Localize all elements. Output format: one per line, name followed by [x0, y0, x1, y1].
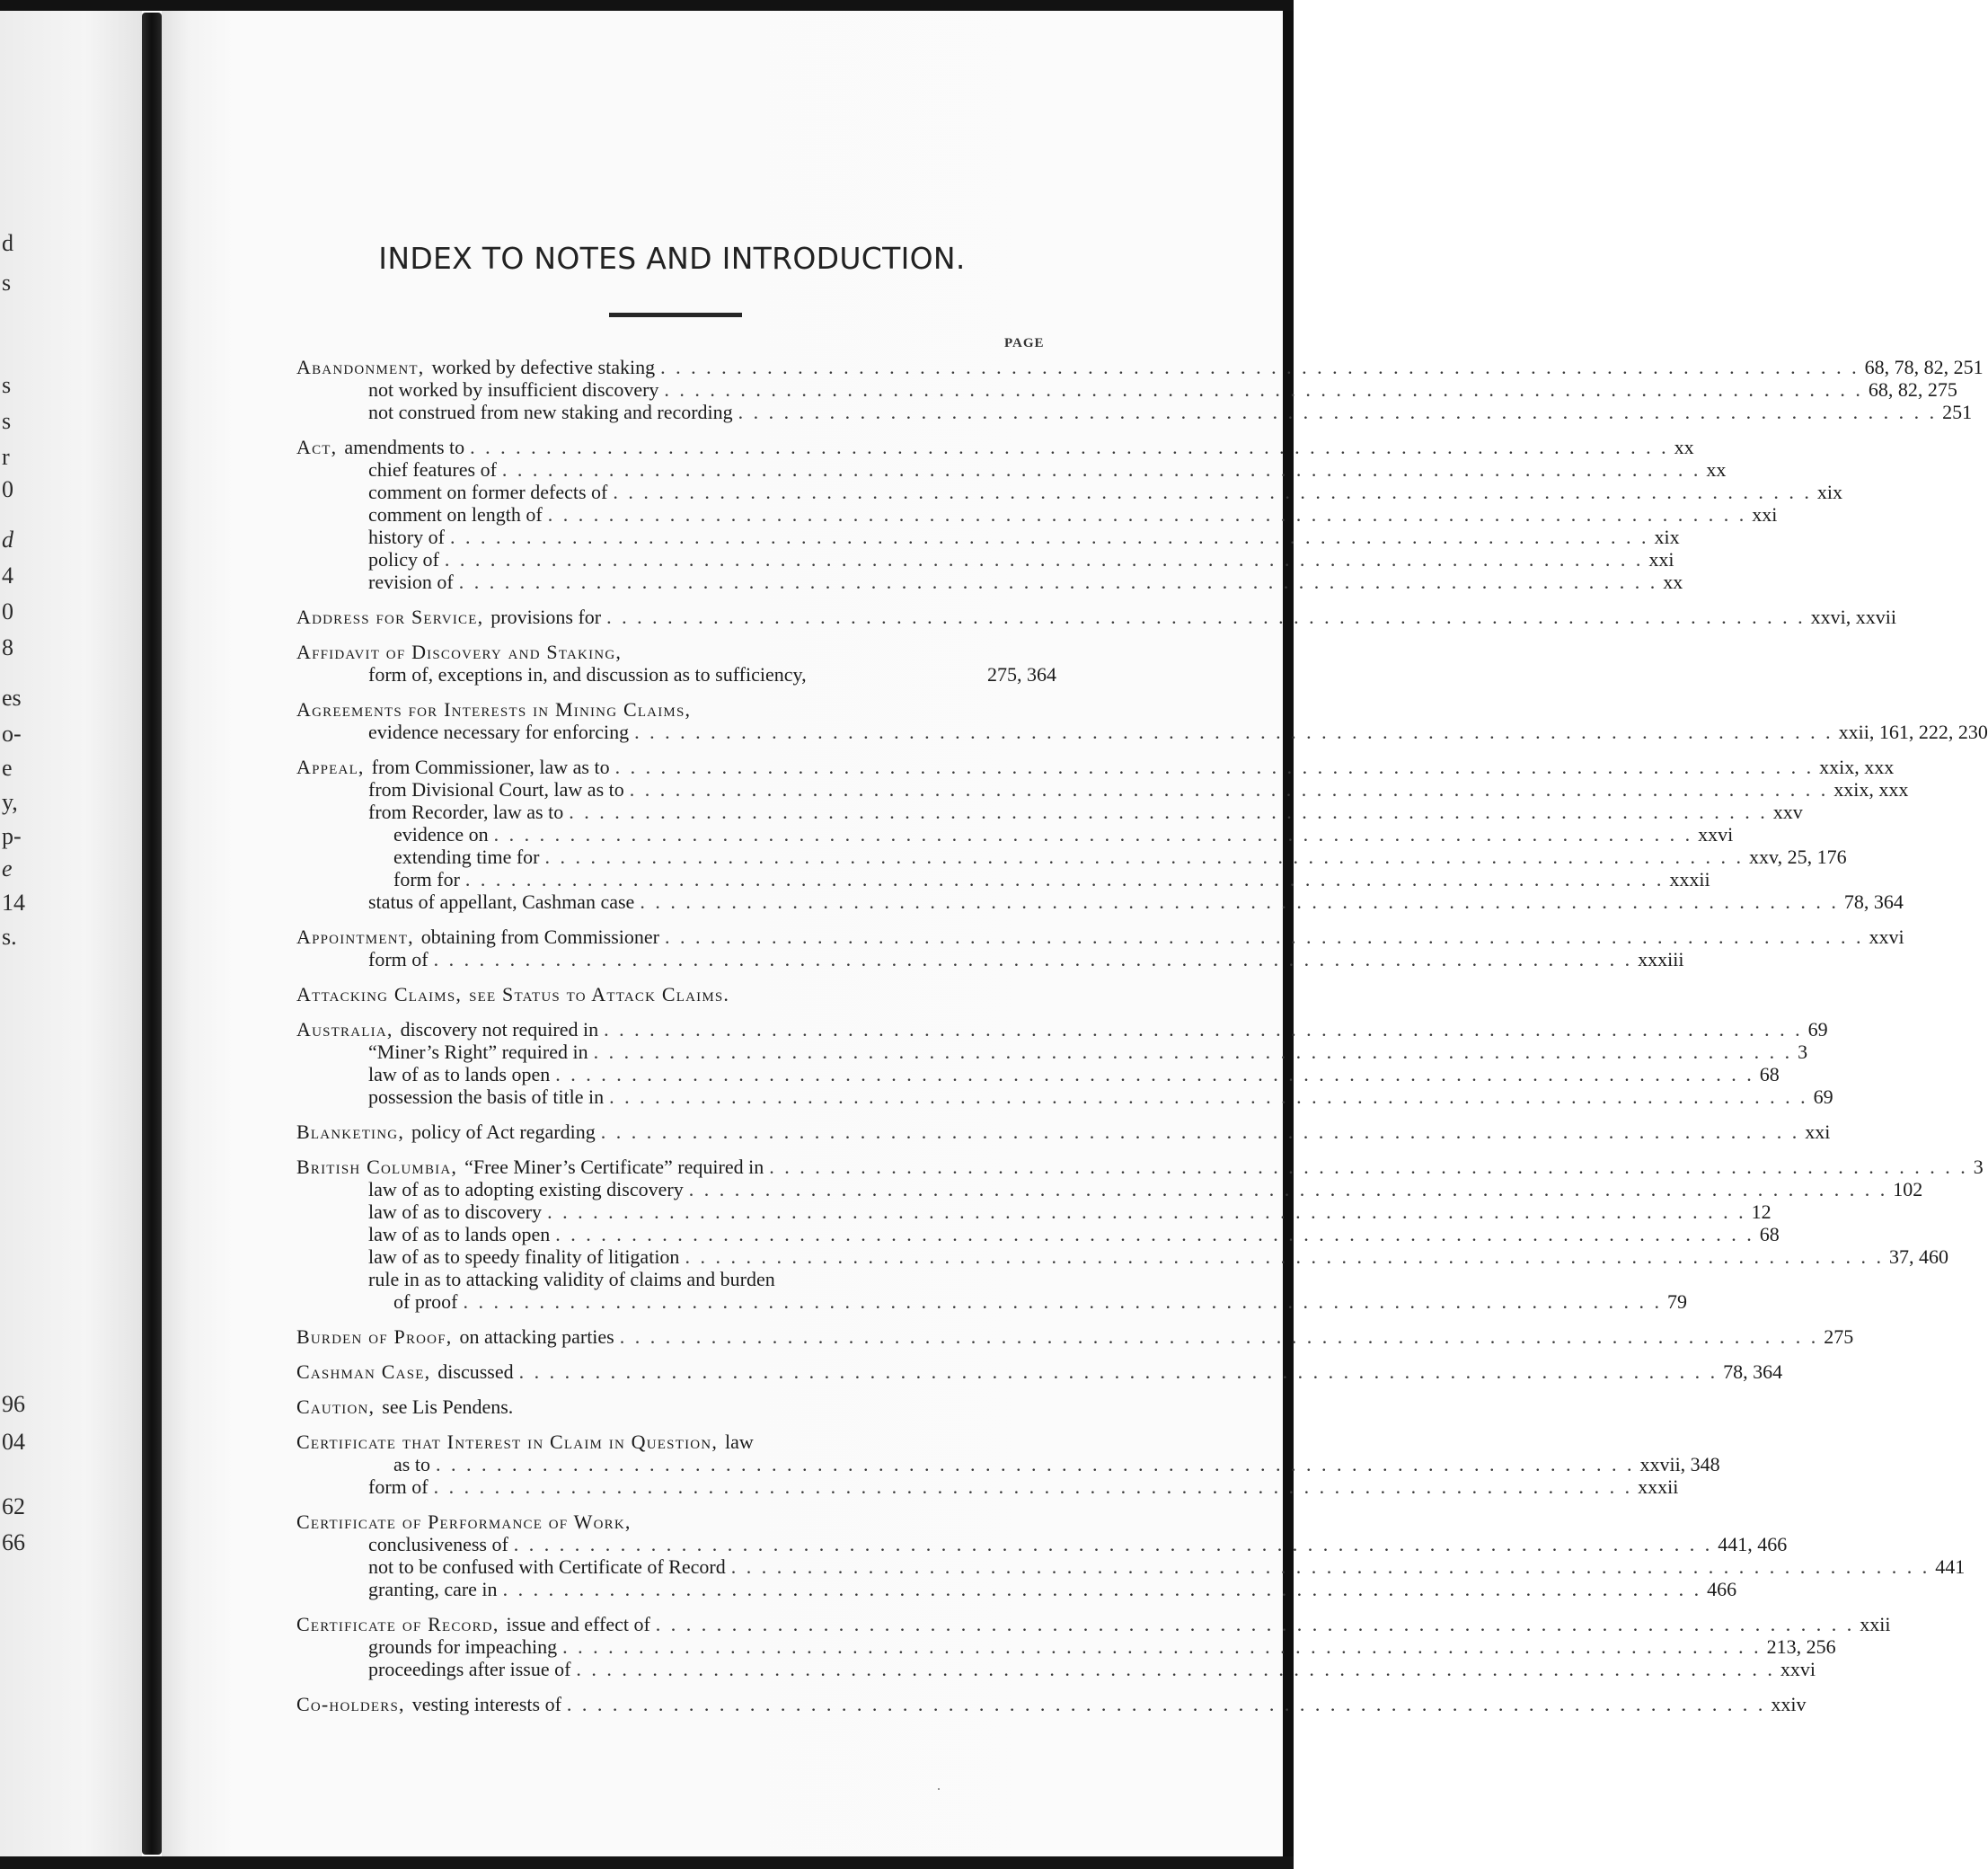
book-gutter — [142, 13, 162, 1855]
dot-leader: . . . . . . . . . . . . . . . . . . . . . . . . . . . . . . . . . . . . . . . . . . . . . . . . . . . . . . . . . . . . . . . . . . . . . . . . . . . . . . . — [501, 458, 1701, 481]
index-text: granting, care in — [368, 1578, 498, 1600]
page-reference: xxi — [1648, 548, 1674, 571]
index-heading-line — [296, 1613, 1891, 1635]
dot-leader: . . . . . . . . . . . . . . . . . . . . . . . . . . . . . . . . . . . . . . . . . . . . . . . . . . . . . . . . . . . . . . . . . . . . . . . . . . . . . . . — [547, 503, 1747, 526]
index-subline — [296, 1178, 1923, 1200]
index-subline — [296, 1063, 1780, 1085]
index-subline — [296, 401, 1973, 423]
index-subline — [296, 1245, 1948, 1268]
page-reference: 441, 466 — [1718, 1533, 1788, 1555]
facing-page-fragment: s — [2, 408, 12, 434]
page-reference: xxxii — [1669, 868, 1710, 890]
page-reference: 102 — [1893, 1178, 1923, 1200]
index-text: evidence on — [393, 823, 489, 846]
index-entry — [296, 926, 1904, 970]
index-heading: Co-holders, — [296, 1693, 405, 1715]
facing-page-fragment: 0 — [2, 598, 13, 624]
facing-page-fragment: 8 — [2, 634, 13, 660]
index-heading-line — [296, 698, 1056, 721]
index-text: as to — [393, 1453, 430, 1475]
index-subline — [296, 1223, 1780, 1245]
index-text: provisions for — [490, 606, 602, 628]
index-heading: Agreements for Interests in Mining Claims, — [296, 698, 692, 721]
index-subline — [296, 1200, 1772, 1223]
index-heading: Certificate that Interest in Claim in Question, — [296, 1431, 719, 1453]
dot-leader: . . . . . . . . . . . . . . . . . . . . . . . . . . . . . . . . . . . . . . . . . . . . . . . . . . . . . . . . . . . . . . . . . . . . . . . . . . . . . . . — [738, 401, 1938, 423]
index-heading: Address for Service, — [296, 606, 484, 628]
facing-page-edge — [0, 11, 142, 1856]
index-heading: Appeal, — [296, 756, 365, 778]
dot-leader: . . . . . . . . . . . . . . . . . . . . . . . . . . . . . . . . . . . . . . . . . . . . . . . . . . . . . . . . . . . . . . . . . . . . . . . . . . . . . . . — [730, 1555, 1931, 1578]
facing-page-fragment: d — [2, 230, 13, 256]
index-subline — [296, 1578, 1737, 1600]
dot-leader: . . . . . . . . . . . . . . . . . . . . . . . . . . . . . . . . . . . . . . . . . . . . . . . . . . . . . . . . . . . . . . . . . . . . . . . . . . . . . . . — [640, 890, 1839, 913]
index-list — [296, 356, 1988, 1728]
index-text: law of as to lands open — [368, 1223, 551, 1245]
dot-leader: . . . . . . . . . . . . . . . . . . . . . . . . . . . . . . . . . . . . . . . . . . . . . . . . . . . . . . . . . . . . . . . . . . . . . . . . . . . . . . . — [493, 823, 1693, 846]
index-text: status of appellant, Cashman case — [368, 890, 635, 913]
index-text: extending time for — [393, 846, 540, 868]
index-text: from Commissioner, law as to — [371, 756, 610, 778]
dot-leader: . . . . . . . . . . . . . . . . . . . . . . . . . . . . . . . . . . . . . . . . . . . . . . . . . . . . . . . . . . . . . . . . . . . . . . . . . . . . . . . — [470, 436, 1669, 458]
index-text: law of as to lands open — [368, 1063, 551, 1085]
index-entry — [296, 436, 1842, 593]
facing-page-fragment: p- — [2, 823, 22, 849]
index-text: rule in as to attacking validity of claims and burden — [368, 1268, 775, 1290]
index-subline — [296, 1041, 1808, 1063]
page-reference: 69 — [1813, 1085, 1833, 1108]
index-text: conclusiveness of — [368, 1533, 508, 1555]
index-subline — [296, 1453, 1720, 1475]
index-entry — [296, 1156, 1984, 1313]
dot-leader: . . . . . . . . . . . . . . . . . . . . . . . . . . . . . . . . . . . . . . . . . . . . . . . . . . . . . . . . . . . . . . . . . . . . . . . . . . . . . . . — [449, 526, 1649, 548]
index-heading-line — [296, 436, 1694, 458]
page-reference: 79 — [1666, 1290, 1687, 1313]
index-heading: Burden of Proof, — [296, 1325, 453, 1348]
index-entry — [296, 698, 1988, 743]
facing-page-fragment: y, — [2, 789, 18, 815]
index-text: history of — [368, 526, 445, 548]
dot-leader: . . . . . . . . . . . . . . . . . . . . . . . . . . . . . . . . . . . . . . . . . . . . . . . . . . . . . . . . . . . . . . . . . . . . . . . . . . . . . . . — [555, 1063, 1754, 1085]
index-heading-line — [296, 1018, 1828, 1041]
facing-page-fragment: 62 — [2, 1493, 25, 1519]
dot-leader: . . . . . . . . . . . . . . . . . . . . . . . . . . . . . . . . . . . . . . . . . . . . . . . . . . . . . . . . . . . . . . . . . . . . . . . . . . . . . . . — [433, 948, 1633, 970]
index-heading-line — [296, 926, 1904, 948]
page-reference: xxvi — [1698, 823, 1734, 846]
facing-page-fragment: d — [2, 527, 13, 553]
dot-leader: . . . . . . . . . . . . . . . . . . . . . . . . . . . . . . . . . . . . . . . . . . . . . . . . . . . . . . . . . . . . . . . . . . . . . . . . . . . . . . . — [606, 606, 1806, 628]
index-text: form for — [393, 868, 460, 890]
index-entry — [296, 756, 1909, 913]
facing-page-fragment: 0 — [2, 476, 13, 502]
title-rule — [609, 313, 742, 317]
index-entry — [296, 356, 1984, 423]
page-reference: 275 — [1824, 1325, 1854, 1348]
index-entry — [296, 1018, 1833, 1108]
index-text: see Status to Attack Claims. — [469, 983, 730, 1005]
page-reference: xxii, 161, 222, 230 — [1838, 721, 1988, 743]
index-subline — [296, 548, 1674, 571]
dot-leader: . . . . . . . . . . . . . . . . . . . . . . . . . . . . . . . . . . . . . . . . . . . . . . . . . . . . . . . . . . . . . . . . . . . . . . . . . . . . . . . — [518, 1360, 1719, 1383]
index-subline — [296, 378, 1957, 401]
page-reference: 213, 256 — [1766, 1635, 1836, 1658]
index-heading: British Columbia, — [296, 1156, 458, 1178]
page-reference: xxvi — [1780, 1658, 1816, 1680]
top-scan-border — [0, 0, 1294, 11]
index-subline — [296, 778, 1909, 801]
dot-leader: . . . . . . . . . . . . . . . . . . . . . . . . . . . . . . . . . . . . . . . . . . . . . . . . . . . . . . . . . . . . . . . . . . . . . . . . . . . . . . . — [655, 1613, 1855, 1635]
dot-leader: . . . . . . . . . . . . . . . . . . . . . . . . . . . . . . . . . . . . . . . . . . . . . . . . . . . . . . . . . . . . . . . . . . . . . . . . . . . . . . . — [609, 1085, 1808, 1108]
index-entry — [296, 1613, 1891, 1680]
dot-leader: . . . . . . . . . . . . . . . . . . . . . . . . . . . . . . . . . . . . . . . . . . . . . . . . . . . . . . . . . . . . . . . . . . . . . . . . . . . . . . . — [502, 1578, 1702, 1600]
facing-page-fragment: 66 — [2, 1529, 25, 1555]
facing-page-fragment: s. — [2, 924, 17, 950]
page-reference: 37, 460 — [1888, 1245, 1948, 1268]
page-reference: xxi — [1752, 503, 1778, 526]
page-reference: xxv, 25, 176 — [1749, 846, 1847, 868]
dot-leader: . . . . . . . . . . . . . . . . . . . . . . . . . . . . . . . . . . . . . . . . . . . . . . . . . . . . . . . . . . . . . . . . . . . . . . . . . . . . . . . — [513, 1533, 1713, 1555]
page-reference: xx — [1663, 571, 1683, 593]
index-subline — [296, 1635, 1836, 1658]
page-reference: xxvii, 348 — [1639, 1453, 1720, 1475]
index-heading: Australia, — [296, 1018, 393, 1041]
index-text: worked by defective staking — [431, 356, 656, 378]
index-text: evidence necessary for enforcing — [368, 721, 630, 743]
index-heading: Cashman Case, — [296, 1360, 431, 1383]
index-subline — [296, 890, 1904, 913]
index-subline — [296, 458, 1727, 481]
dot-leader: . . . . . . . . . . . . . . . . . . . . . . . . . . . . . . . . . . . . . . . . . . . . . . . . . . . . . . . . . . . . . . . . . . . . . . . . . . . . . . . — [464, 868, 1665, 890]
index-subline — [296, 1555, 1966, 1578]
index-entry — [296, 1121, 1831, 1143]
bottom-scan-border — [0, 1856, 1294, 1869]
index-heading: Blanketing, — [296, 1121, 405, 1143]
dot-leader: . . . . . . . . . . . . . . . . . . . . . . . . . . . . . . . . . . . . . . . . . . . . . . . . . . . . . . . . . . . . . . . . . . . . . . . . . . . . . . . — [660, 356, 1860, 378]
page-reference: 3 — [1973, 1156, 1984, 1178]
index-text: policy of Act regarding — [411, 1121, 596, 1143]
index-text: “Free Miner’s Certificate” required in — [464, 1156, 764, 1178]
index-heading-line — [296, 1121, 1831, 1143]
facing-page-fragment: 04 — [2, 1429, 25, 1455]
index-heading-line — [296, 606, 1896, 628]
dot-leader: . . . . . . . . . . . . . . . . . . . . . . . . . . . . . . . . . . . . . . . . . . . . . . . . . . . . . . . . . . . . . . . . . . . . . . . . . . . . . . . — [634, 721, 1833, 743]
page-reference: xxxii — [1638, 1475, 1679, 1498]
page-reference: 68, 82, 275 — [1868, 378, 1957, 401]
index-heading: Affidavit of Discovery and Staking, — [296, 641, 623, 663]
dot-leader: . . . . . . . . . . . . . . . . . . . . . . . . . . . . . . . . . . . . . . . . . . . . . . . . . . . . . . . . . . . . . . . . . . . . . . . . . . . . . . . — [444, 548, 1644, 571]
dot-leader: . . . . . . . . . . . . . . . . . . . . . . . . . . . . . . . . . . . . . . . . . . . . . . . . . . . . . . . . . . . . . . . . . . . . . . . . . . . . . . . — [614, 756, 1815, 778]
facing-page-fragment: e — [2, 755, 13, 781]
page-reference: 3 — [1798, 1041, 1808, 1063]
dot-leader: . . . . . . . . . . . . . . . . . . . . . . . . . . . . . . . . . . . . . . . . . . . . . . . . . . . . . . . . . . . . . . . . . . . . . . . . . . . . . . . — [613, 481, 1812, 503]
dot-leader: . . . . . . . . . . . . . . . . . . . . . . . . . . . . . . . . . . . . . . . . . . . . . . . . . . . . . . . . . . . . . . . . . . . . . . . . . . . . . . . — [569, 801, 1768, 823]
index-entry — [296, 641, 1056, 686]
dot-leader: . . . . . . . . . . . . . . . . . . . . . . . . . . . . . . . . . . . . . . . . . . . . . . . . . . . . . . . . . . . . . . . . . . . . . . . . . . . . . . . — [433, 1475, 1633, 1498]
index-text: policy of — [368, 548, 439, 571]
index-subline — [296, 846, 1847, 868]
facing-page-fragment: s — [2, 270, 12, 296]
index-heading: Abandonment, — [296, 356, 425, 378]
index-heading: Caution, — [296, 1395, 376, 1418]
index-heading-line — [296, 1510, 1056, 1533]
page-reference: xxvi, xxvii — [1810, 606, 1896, 628]
dot-leader: . . . . . . . . . . . . . . . . . . . . . . . . . . . . . . . . . . . . . . . . . . . . . . . . . . . . . . . . . . . . . . . . . . . . . . . . . . . . . . . — [629, 778, 1829, 801]
index-subline — [296, 948, 1684, 970]
index-entry — [296, 1395, 1056, 1418]
page-reference: xxxiii — [1638, 948, 1684, 970]
facing-page-fragment: o- — [2, 721, 22, 747]
facing-page-fragment: 14 — [2, 890, 25, 916]
index-subline — [296, 1533, 1788, 1555]
dot-leader: . . . . . . . . . . . . . . . . . . . . . . . . . . . . . . . . . . . . . . . . . . . . . . . . . . . . . . . . . . . . . . . . . . . . . . . . . . . . . . . — [604, 1018, 1803, 1041]
page-reference: xx — [1706, 458, 1727, 481]
index-subline — [296, 526, 1680, 548]
dot-leader: . . . . . . . . . . . . . . . . . . . . . . . . . . . . . . . . . . . . . . . . . . . . . . . . . . . . . . . . . . . . . . . . . . . . . . . . . . . . . . . — [435, 1453, 1635, 1475]
dot-leader: . . . . . . . . . . . . . . . . . . . . . . . . . . . . . . . . . . . . . . . . . . . . . . . . . . . . . . . . . . . . . . . . . . . . . . . . . . . . . . . — [685, 1245, 1884, 1268]
index-text: revision of — [368, 571, 454, 593]
dot-leader: . . . . . . . . . . . . . . . . . . . . . . . . . . . . . . . . . . . . . . . . . . . . . . . . . . . . . . . . . . . . . . . . . . . . . . . . . . . . . . . — [593, 1041, 1793, 1063]
index-heading-line — [296, 1431, 1056, 1453]
index-entry — [296, 1431, 1720, 1498]
index-subline — [296, 1085, 1833, 1108]
index-text: discovery not required in — [400, 1018, 599, 1041]
dot-leader: . . . . . . . . . . . . . . . . . . . . . . . . . . . . . . . . . . . . . . . . . . . . . . . . . . . . . . . . . . . . . . . . . . . . . . . . . . . . . . . — [566, 1693, 1766, 1715]
index-subline — [296, 503, 1778, 526]
page-reference: xx — [1674, 436, 1694, 458]
index-heading: Certificate of Record, — [296, 1613, 499, 1635]
page-reference: 441 — [1935, 1555, 1966, 1578]
index-subline — [296, 663, 1056, 686]
index-text: law of as to adopting existing discovery — [368, 1178, 684, 1200]
index-subline — [296, 481, 1842, 503]
index-text: vesting interests of — [411, 1693, 561, 1715]
dot-leader: . . . . . . . . . . . . . . . . . . . . . . . . . . . . . . . . . . . . . . . . . . . . . . . . . . . . . . . . . . . . . . . . . . . . . . . . . . . . . . . — [665, 926, 1864, 948]
index-entry — [296, 1360, 1783, 1383]
index-heading-line — [296, 641, 1056, 663]
page-reference: xxvi — [1869, 926, 1904, 948]
dot-leader: . . . . . . . . . . . . . . . . . . . . . . . . . . . . . . . . . . . . . . . . . . . . . . . . . . . . . . . . . . . . . . . . . . . . . . . . . . . . . . . — [664, 378, 1863, 401]
index-heading: Certificate of Performance of Work, — [296, 1510, 632, 1533]
dot-leader: . . . . . . . . . . . . . . . . . . . . . . . . . . . . . . . . . . . . . . . . . . . . . . . . . . . . . . . . . . . . . . . . . . . . . . . . . . . . . . . — [688, 1178, 1888, 1200]
index-text: obtaining from Commissioner — [420, 926, 659, 948]
index-heading-line — [296, 983, 1056, 1005]
index-heading: Act, — [296, 436, 338, 458]
index-heading-line — [296, 1156, 1984, 1178]
page-reference: xxi — [1805, 1121, 1831, 1143]
index-subline — [296, 1475, 1679, 1498]
page-reference: xxv — [1772, 801, 1803, 823]
facing-page-fragment: s — [2, 372, 12, 398]
page-reference: 466 — [1707, 1578, 1737, 1600]
index-text: not construed from new staking and recording — [368, 401, 733, 423]
speck — [938, 1788, 940, 1790]
index-text: not worked by insufficient discovery — [368, 378, 659, 401]
index-heading-line — [296, 1360, 1783, 1383]
index-text: comment on former defects of — [368, 481, 608, 503]
page-title: INDEX TO NOTES AND INTRODUCTION. — [378, 241, 966, 276]
index-heading: Appointment, — [296, 926, 414, 948]
index-entry — [296, 983, 1056, 1005]
page-reference: 275, 364 — [987, 663, 1056, 686]
index-text: see Lis Pendens. — [382, 1395, 514, 1418]
dot-leader: . . . . . . . . . . . . . . . . . . . . . . . . . . . . . . . . . . . . . . . . . . . . . . . . . . . . . . . . . . . . . . . . . . . . . . . . . . . . . . . — [600, 1121, 1800, 1143]
index-text: not to be confused with Certificate of Record — [368, 1555, 726, 1578]
index-text: from Divisional Court, law as to — [368, 778, 624, 801]
index-text: on attacking parties — [459, 1325, 614, 1348]
page-reference: xxix, xxx — [1819, 756, 1895, 778]
page-reference: 78, 364 — [1723, 1360, 1783, 1383]
index-text: form of — [368, 948, 429, 970]
index-heading-line — [296, 356, 1984, 378]
page-reference: xix — [1654, 526, 1680, 548]
index-entry — [296, 1325, 1854, 1348]
dot-leader: . . . . . . . . . . . . . . . . . . . . . . . . . . . . . . . . . . . . . . . . . . . . . . . . . . . . . . . . . . . . . . . . . . . . . . . . . . . . . . . — [619, 1325, 1819, 1348]
facing-page-fragment: es — [2, 685, 22, 711]
page-reference: 68 — [1759, 1223, 1780, 1245]
page-reference: 68 — [1759, 1063, 1780, 1085]
page-reference: 12 — [1751, 1200, 1772, 1223]
facing-page-fragment: r — [2, 444, 10, 470]
index-subline — [296, 801, 1803, 823]
dot-leader: . . . . . . . . . . . . . . . . . . . . . . . . . . . . . . . . . . . . . . . . . . . . . . . . . . . . . . . . . . . . . . . . . . . . . . . . . . . . . . . — [547, 1200, 1746, 1223]
index-text: “Miner’s Right” required in — [368, 1041, 588, 1063]
page-reference: xxix, xxx — [1833, 778, 1909, 801]
index-subline — [296, 1658, 1816, 1680]
page-reference: 69 — [1807, 1018, 1828, 1041]
dot-leader: . . . . . . . . . . . . . . . . . . . . . . . . . . . . . . . . . . . . . . . . . . . . . . . . . . . . . . . . . . . . . . . . . . . . . . . . . . . . . . . — [576, 1658, 1775, 1680]
index-text: law of as to discovery — [368, 1200, 543, 1223]
facing-page-fragment: 96 — [2, 1391, 25, 1417]
index-text: from Recorder, law as to — [368, 801, 564, 823]
index-entry — [296, 1510, 1966, 1600]
dot-leader: . . . . . . . . . . . . . . . . . . . . . . . . . . . . . . . . . . . . . . . . . . . . . . . . . . . . . . . . . . . . . . . . . . . . . . . . . . . . . . . — [544, 846, 1745, 868]
index-text: possession the basis of title in — [368, 1085, 605, 1108]
index-text: of proof — [393, 1290, 458, 1313]
page-reference: xix — [1816, 481, 1842, 503]
index-text: amendments to — [344, 436, 465, 458]
index-text: grounds for impeaching — [368, 1635, 558, 1658]
index-entry — [296, 606, 1896, 628]
index-heading: Attacking Claims, — [296, 983, 463, 1005]
page-column-label: PAGE — [1004, 336, 1045, 350]
page-reference: 68, 78, 82, 251 — [1864, 356, 1984, 378]
index-text: comment on length of — [368, 503, 543, 526]
index-text: chief features of — [368, 458, 497, 481]
dot-leader: . . . . . . . . . . . . . . . . . . . . . . . . . . . . . . . . . . . . . . . . . . . . . . . . . . . . . . . . . . . . . . . . . . . . . . . . . . . . . . . — [769, 1156, 1968, 1178]
index-text: proceedings after issue of — [368, 1658, 571, 1680]
dot-leader: . . . . . . . . . . . . . . . . . . . . . . . . . . . . . . . . . . . . . . . . . . . . . . . . . . . . . . . . . . . . . . . . . . . . . . . . . . . . . . . — [555, 1223, 1754, 1245]
facing-page-fragment: e — [2, 855, 13, 881]
index-entry — [296, 1693, 1807, 1715]
page-reference: 78, 364 — [1843, 890, 1904, 913]
page-reference: 251 — [1942, 401, 1973, 423]
page-reference: xxiv — [1771, 1693, 1807, 1715]
index-text: law of as to speedy finality of litigation — [368, 1245, 680, 1268]
dot-leader: . . . . . . . . . . . . . . . . . . . . . . . . . . . . . . . . . . . . . . . . . . . . . . . . . . . . . . . . . . . . . . . . . . . . . . . . . . . . . . . — [458, 571, 1658, 593]
index-subline — [296, 868, 1710, 890]
index-heading-line — [296, 756, 1895, 778]
dot-leader: . . . . . . . . . . . . . . . . . . . . . . . . . . . . . . . . . . . . . . . . . . . . . . . . . . . . . . . . . . . . . . . . . . . . . . . . . . . . . . . — [562, 1635, 1762, 1658]
dot-leader: . . . . . . . . . . . . . . . . . . . . . . . . . . . . . . . . . . . . . . . . . . . . . . . . . . . . . . . . . . . . . . . . . . . . . . . . . . . . . . . — [463, 1290, 1662, 1313]
index-text: issue and effect of — [506, 1613, 650, 1635]
page-reference: xxii — [1860, 1613, 1891, 1635]
index-subline — [296, 571, 1683, 593]
facing-page-fragment: 4 — [2, 562, 13, 589]
index-text: law — [725, 1431, 754, 1453]
index-subline — [296, 823, 1734, 846]
index-subline — [296, 721, 1988, 743]
index-heading-line — [296, 1325, 1854, 1348]
index-text: discussed — [437, 1360, 514, 1383]
index-heading-line — [296, 1395, 1056, 1418]
index-subline — [296, 1290, 1687, 1313]
index-text: form of — [368, 1475, 429, 1498]
index-text: form of, exceptions in, and discussion as to sufficiency, — [368, 663, 807, 686]
index-heading-line — [296, 1693, 1807, 1715]
index-subline — [296, 1268, 1056, 1290]
